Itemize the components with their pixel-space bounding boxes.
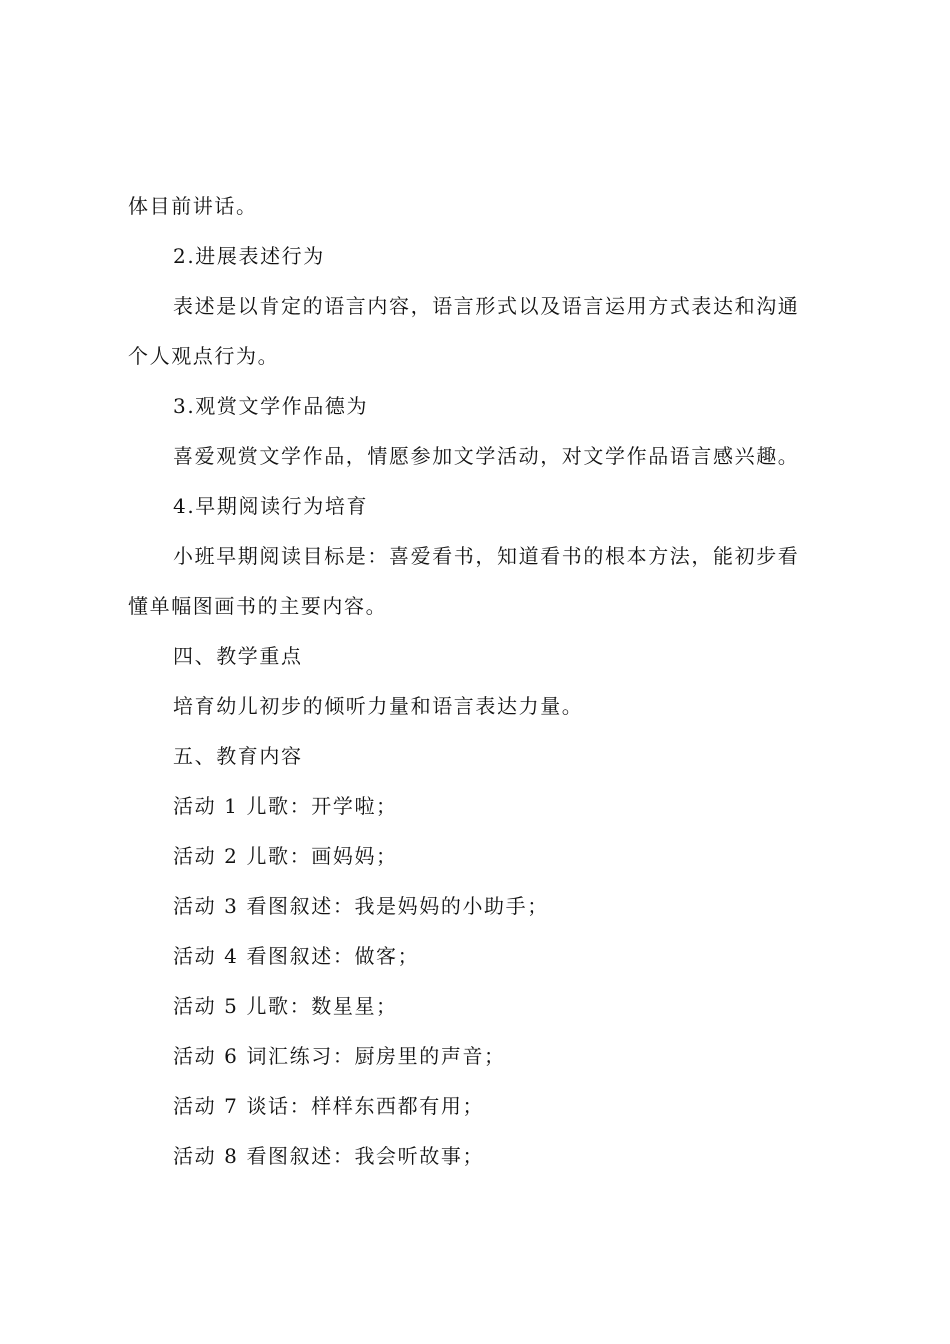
activity-item: 活动 3 看图叙述：我是妈妈的小助手； [173,894,549,918]
section-heading: 五、教育内容 [173,744,303,768]
paragraph-line: 懂单幅图画书的主要内容。 [128,594,388,618]
section-heading: 四、教学重点 [173,644,303,668]
activity-item: 活动 8 看图叙述：我会听故事； [173,1144,485,1168]
activity-item: 活动 1 儿歌：开学啦； [173,794,398,818]
activity-item: 活动 2 儿歌：画妈妈； [173,844,398,868]
section-heading: 4.早期阅读行为培育 [173,494,369,518]
activity-item: 活动 4 看图叙述：做客； [173,944,420,968]
section-heading: 2.进展表述行为 [173,244,325,268]
activity-item: 活动 5 儿歌：数星星； [173,994,398,1018]
paragraph-line: 表述是以肯定的语言内容，语言形式以及语言运用方式表达和沟通 [173,294,800,318]
paragraph-line: 个人观点行为。 [128,344,280,368]
paragraph-line: 培育幼儿初步的倾听力量和语言表达力量。 [173,694,584,718]
section-heading: 3.观赏文学作品德为 [173,394,369,418]
paragraph-line: 喜爱观赏文学作品，情愿参加文学活动，对文学作品语言感兴趣。 [173,444,800,468]
activity-item: 活动 6 词汇练习：厨房里的声音； [173,1044,506,1068]
paragraph-line: 小班早期阅读目标是：喜爱看书，知道看书的根本方法，能初步看 [173,544,800,568]
text-line: 体目前讲话。 [128,194,258,218]
activity-item: 活动 7 谈话：样样东西都有用； [173,1094,485,1118]
